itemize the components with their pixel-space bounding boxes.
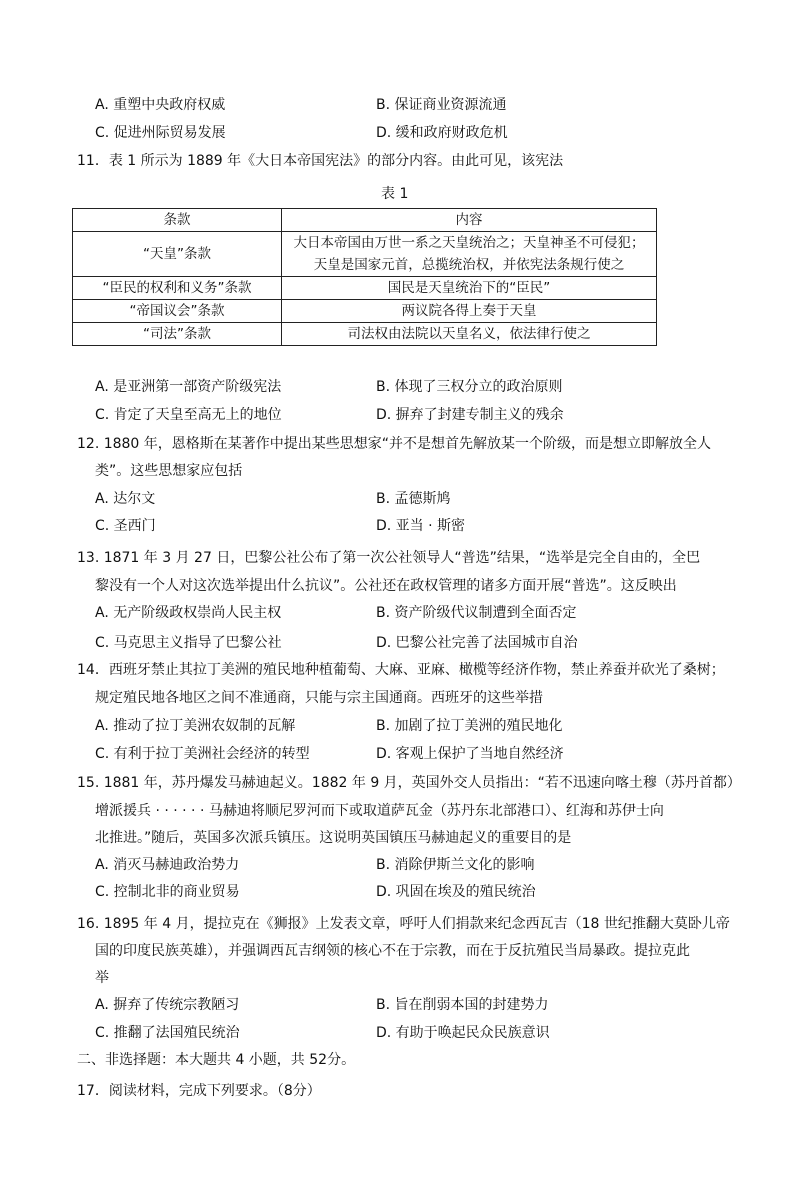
q12-option-a: A. 达尔文 bbox=[95, 491, 156, 507]
q15-stem-line-2: 增派援兵 · · · · · · 马赫迪将顺尼罗河而下或取道萨瓦金（苏丹东北部港口）、红海和苏伊士向 bbox=[95, 803, 664, 819]
q15-option-a: A. 消灭马赫迪政治势力 bbox=[95, 857, 240, 873]
table-caption: 表 1 bbox=[381, 186, 409, 202]
q14-option-b: B. 加剧了拉丁美洲的殖民地化 bbox=[376, 718, 563, 734]
q15-option-d: D. 巩固在埃及的殖民统治 bbox=[376, 884, 536, 900]
q13-option-b: B. 资产阶级代议制遭到全面否定 bbox=[376, 605, 577, 621]
q14-option-c: C. 有利于拉丁美洲社会经济的转型 bbox=[95, 746, 310, 762]
table-row bbox=[73, 323, 657, 346]
table-cell-content: 司法权由法院以天皇名义，依法律行使之 bbox=[282, 323, 657, 346]
q12-option-d: D. 亚当 · 斯密 bbox=[376, 518, 466, 534]
q10-option-b: B. 保证商业资源流通 bbox=[376, 97, 507, 113]
q10-option-a: A. 重塑中央政府权威 bbox=[95, 97, 226, 113]
q12-stem-line-2: 类”。这些思想家应包括 bbox=[95, 463, 243, 479]
table-cell-content: 两议院各得上奏于天皇 bbox=[282, 300, 657, 323]
section-heading: 二、非选择题：本大题共 4 小题，共 52分。 bbox=[77, 1052, 356, 1068]
q15-option-b: B. 消除伊斯兰文化的影响 bbox=[376, 857, 535, 873]
q15-stem-line-3: 北推进。”随后，英国多次派兵镇压。这说明英国镇压马赫迪起义的重要目的是 bbox=[95, 830, 572, 846]
table-cell-content bbox=[282, 232, 657, 277]
q16-stem-line-2: 国的印度民族英雄），并强调西瓦吉纲领的核心不在于宗教，而在于反抗殖民当局暴政。提拉克此 bbox=[95, 943, 690, 959]
table-cell-clause: “天皇”条款 bbox=[73, 232, 282, 277]
q16-option-d: D. 有助于唤起民众民族意识 bbox=[376, 1025, 550, 1041]
q13-stem-line-2: 黎没有一个人对这次选举提出什么抗议”。公社还在政权管理的诸多方面开展“普选”。这反映出 bbox=[95, 578, 677, 594]
q11-option-c: C. 肯定了天皇至高无上的地位 bbox=[95, 407, 282, 423]
table-header-clause: 条款 bbox=[73, 209, 282, 232]
table-cell-clause: “司法”条款 bbox=[73, 323, 282, 346]
table-cell-clause: “帝国议会”条款 bbox=[73, 300, 282, 323]
q15-stem-line-1: 15. 1881 年，苏丹爆发马赫迪起义。1882 年 9 月，英国外交人员指出：“若不迅速向喀土穆（苏丹首都） bbox=[77, 775, 741, 791]
q13-option-a: A. 无产阶级政权崇尚人民主权 bbox=[95, 605, 282, 621]
q16-option-c: C. 推翻了法国殖民统治 bbox=[95, 1025, 240, 1041]
q10-option-c: C. 促进州际贸易发展 bbox=[95, 125, 226, 141]
q15-option-c: C. 控制北非的商业贸易 bbox=[95, 884, 240, 900]
q16-stem-line-1: 16. 1895 年 4 月，提拉克在《狮报》上发表文章，呼吁人们捐款来纪念西瓦吉（18 世纪推翻大莫卧儿帝 bbox=[77, 916, 730, 932]
table-row bbox=[73, 277, 657, 300]
q14-option-d: D. 客观上保护了当地自然经济 bbox=[376, 746, 564, 762]
table-cell-clause: “臣民的权利和义务”条款 bbox=[73, 277, 282, 300]
q14-stem-line-2: 规定殖民地各地区之间不准通商，只能与宗主国通商。西班牙的这些举措 bbox=[95, 690, 543, 706]
q14-stem-line-1: 14．西班牙禁止其拉丁美洲的殖民地种植葡萄、大麻、亚麻、橄榄等经济作物，禁止养蚕并砍光了桑树； bbox=[77, 662, 725, 678]
q11-stem: 11．表 1 所示为 1889 年《大日本帝国宪法》的部分内容。由此可见，该宪法 bbox=[77, 153, 564, 169]
q13-stem-line-1: 13. 1871 年 3 月 27 日，巴黎公社公布了第一次公社领导人“普选”结果，“选举是完全自由的，全巴 bbox=[77, 550, 701, 566]
q13-option-d: D. 巴黎公社完善了法国城市自治 bbox=[376, 635, 578, 651]
table-cell-content: 国民是天皇统治下的“臣民” bbox=[282, 277, 657, 300]
q10-option-d: D. 缓和政府财政危机 bbox=[376, 125, 508, 141]
table-header-row bbox=[73, 209, 657, 232]
q11-option-d: D. 摒弃了封建专制主义的残余 bbox=[376, 407, 564, 423]
table-row bbox=[73, 232, 657, 277]
q16-option-b: B. 旨在削弱本国的封建势力 bbox=[376, 997, 549, 1013]
q13-option-c: C. 马克思主义指导了巴黎公社 bbox=[95, 635, 282, 651]
q12-option-b: B. 孟德斯鸠 bbox=[376, 491, 451, 507]
q11-option-a: A. 是亚洲第一部资产阶级宪法 bbox=[95, 379, 282, 395]
table-cell-content-line: 天皇是国家元首，总揽统治权，并依宪法条规行使之 bbox=[313, 257, 625, 273]
q11-option-b: B. 体现了三权分立的政治原则 bbox=[376, 379, 563, 395]
q16-option-a: A. 摒弃了传统宗教陋习 bbox=[95, 997, 240, 1013]
table-cell-content-line: 大日本帝国由万世一系之天皇统治之；天皇神圣不可侵犯； bbox=[293, 235, 645, 251]
constitution-table bbox=[72, 208, 657, 346]
q16-stem-line-3: 举 bbox=[95, 970, 109, 986]
q14-option-a: A. 推动了拉丁美洲农奴制的瓦解 bbox=[95, 718, 296, 734]
table-row bbox=[73, 300, 657, 323]
q17-stem: 17．阅读材料，完成下列要求。（8分） bbox=[77, 1083, 321, 1099]
q12-stem-line-1: 12. 1880 年，恩格斯在某著作中提出某些思想家“并不是想首先解放某一个阶级，而是想立即解放全人 bbox=[77, 436, 712, 452]
table-header-content: 内容 bbox=[282, 209, 657, 232]
q12-option-c: C. 圣西门 bbox=[95, 518, 156, 534]
